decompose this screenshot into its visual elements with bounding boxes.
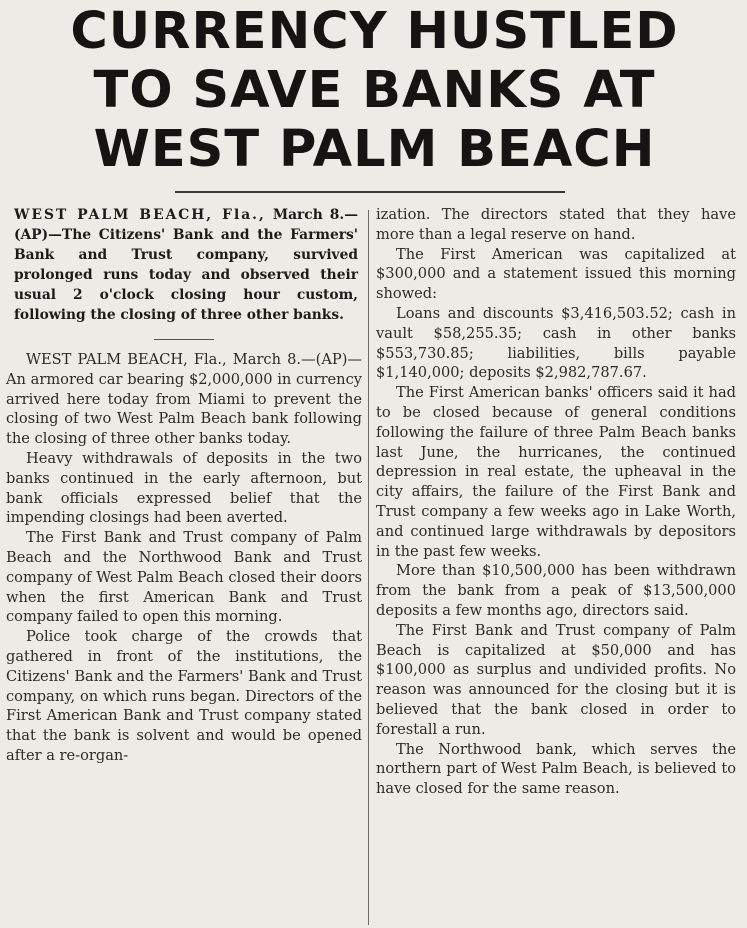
paragraph: More than $10,500,000 has been withdrawn from the bank from a peak of $13,500,000 deposits a few months ago, directors said. [376,562,736,619]
headline-line-2: TO SAVE BANKS AT [93,61,656,120]
headline-line-3: WEST PALM BEACH [93,120,656,179]
lead-paragraph [14,205,358,325]
paragraph: The Northwood bank, which serves the northern part of West Palm Beach, is believed to have closed for the same reason. [376,740,736,798]
column-divider [368,210,369,925]
paragraph: The First American was capitalized at $300,000 and a statement issued this morning showed: [376,245,736,303]
headline-rule [175,191,565,193]
section-divider [154,339,214,340]
paragraph: WEST PALM BEACH, Fla., March 8.—(AP)—An armored car bearing $2,000,000 in currency arrived here today from Miami to prevent the closing of two West Palm Beach bank following the closing of three other banks today. [6,351,362,448]
paragraph: ization. The directors stated that they have more than a legal reserve on hand. [376,206,736,243]
right-column [376,205,736,799]
paragraph: Loans and discounts $3,416,503.52; cash in vault $58,255.35; cash in other banks $553,730.85; liabilities, bills payable $1,140,000; deposits $2,982,787.67. [376,304,736,382]
paragraph: The First American banks' officers said it had to be closed because of general conditions following the failure of three Palm Beach banks last June, the hurricanes, the continued depression in real estate, the upheaval in the city affairs, the failure of the First Bank and Trust company a few weeks ago in Lake Worth, and continued large withdrawals by depositors in the past few weeks. [376,384,736,560]
lead-dateline: WEST PALM BEACH, Fla., [14,207,266,223]
lead-text: March 8.—(AP)—The Citizens' Bank and the Farmers' Bank and Trust company, survived prolonged runs today and observed their usual 2 o'clock closing hour custom, following the closing of three other banks. [14,207,359,323]
paragraph: The First Bank and Trust company of Palm Beach is capitalized at $50,000 and has $100,000 as surplus and undivided profits. No reason was announced for the closing but it is believed that the bank closed in order to forestall a run. [376,621,736,738]
paragraph: Police took charge of the crowds that gathered in front of the institutions, the Citizens' Bank and the Farmers' Bank and Trust company, on which runs began. Directors of the First American Bank and Trust company stated that the bank is solvent and would be opened after a re-organ- [6,628,362,764]
paragraph: Heavy withdrawals of deposits in the two banks continued in the early afternoon, but bank officials expressed belief that the impending closings had been averted. [6,449,362,527]
left-column [6,205,362,766]
headline [12,0,737,179]
headline-line-1: CURRENCY HUSTLED [70,2,679,61]
paragraph: The First Bank and Trust company of Palm Beach and the Northwood Bank and Trust company of West Palm Beach closed their doors when the first American Bank and Trust company failed to open this morning. [6,529,362,626]
